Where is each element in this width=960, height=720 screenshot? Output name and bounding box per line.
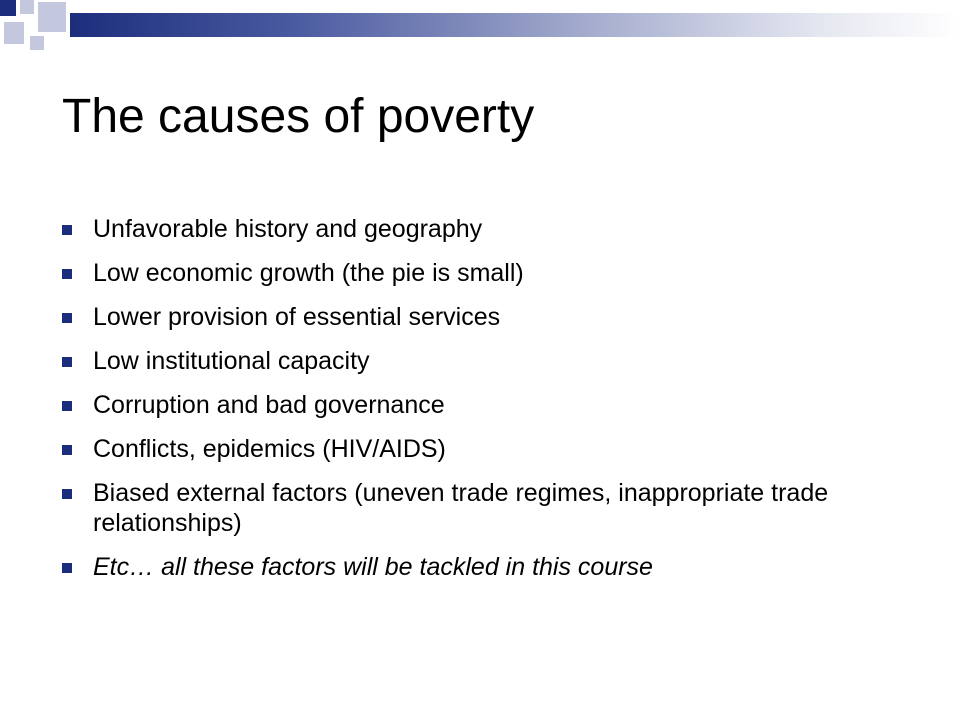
list-item-text: Unfavorable history and geography (93, 215, 483, 243)
list-item-text: Lower provision of essential services (93, 303, 501, 331)
decor-square-dark (0, 0, 16, 16)
list-item (62, 552, 922, 582)
list-item (62, 346, 922, 376)
decor-square-light (38, 2, 66, 32)
list-item-text: Corruption and bad governance (93, 391, 445, 419)
square-bullet-icon (62, 225, 72, 235)
list-item (62, 302, 922, 332)
list-item (62, 434, 922, 464)
list-item-text: Low institutional capacity (93, 347, 370, 375)
square-bullet-icon (62, 357, 72, 367)
list-item (62, 390, 922, 420)
decor-square-light (30, 36, 44, 50)
decor-square-light (4, 22, 24, 44)
list-item (62, 258, 922, 288)
bullet-list (62, 214, 922, 596)
square-bullet-icon (62, 313, 72, 323)
square-bullet-icon (62, 269, 72, 279)
list-item-text: Conflicts, epidemics (HIV/AIDS) (93, 435, 446, 463)
header-gradient-band (70, 13, 960, 37)
list-item (62, 214, 922, 244)
list-item (62, 478, 922, 538)
list-item-text: Biased external factors (uneven trade regimes, inappropriate trade relationships) (93, 479, 829, 537)
square-bullet-icon (62, 401, 72, 411)
square-bullet-icon (62, 489, 72, 499)
square-bullet-icon (62, 563, 72, 573)
decor-square-light (20, 0, 34, 14)
slide-title: The causes of poverty (62, 90, 535, 143)
list-item-text: Etc… all these factors will be tackled in this course (93, 553, 653, 581)
square-bullet-icon (62, 445, 72, 455)
list-item-text: Low economic growth (the pie is small) (93, 259, 524, 287)
